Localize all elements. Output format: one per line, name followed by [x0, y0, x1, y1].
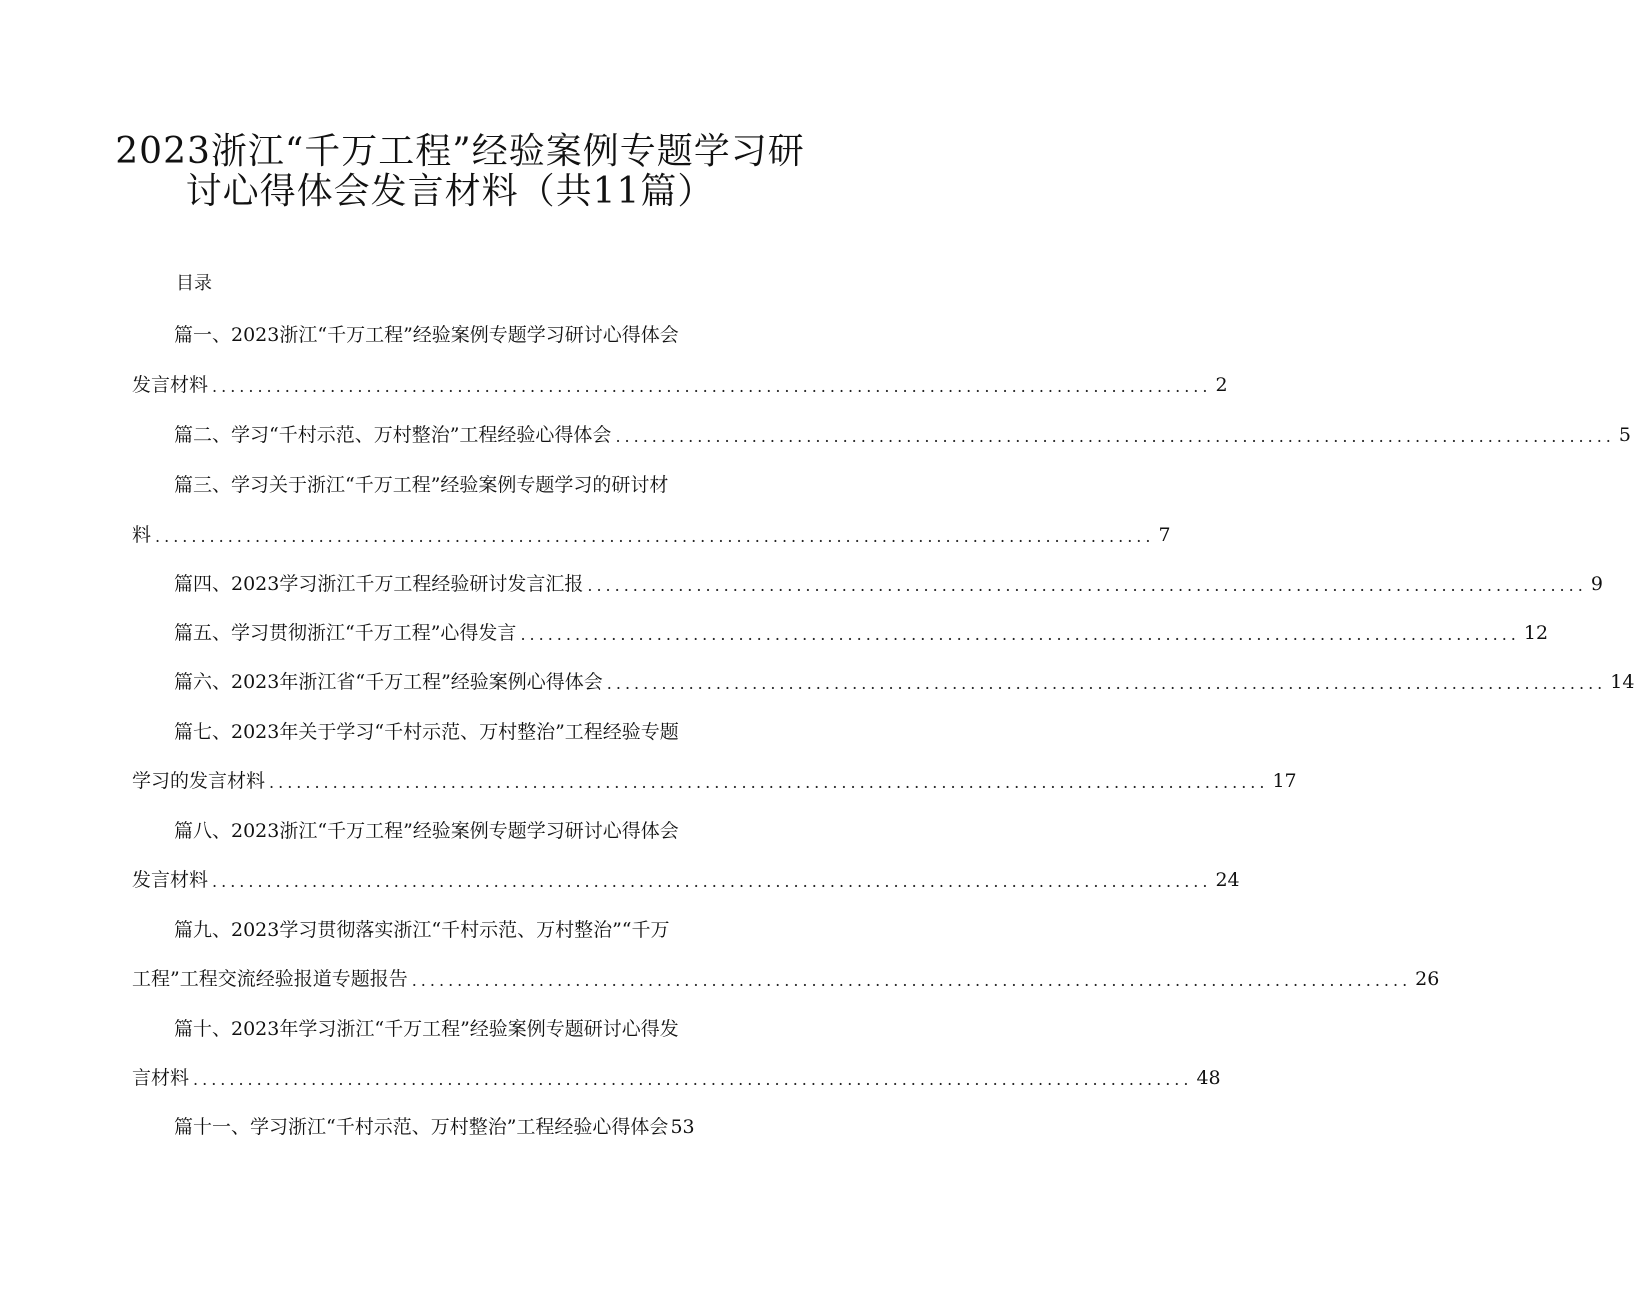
toc-entry-text: 篇三、学习关于浙江“千万工程”经验案例专题学习的研讨材 [174, 474, 669, 496]
toc-entry-text: 料 [132, 524, 152, 546]
toc-entry-7-line-1[interactable] [174, 711, 790, 747]
toc-entry-text: 篇六、2023年浙江省“千万工程”经验案例心得体会 [174, 671, 603, 693]
toc-heading: 目录 [176, 273, 212, 294]
toc-entry-text: 篇八、2023浙江“千万工程”经验案例专题学习研讨心得体会 [174, 820, 679, 842]
toc-page-number: 26 [1415, 968, 1440, 990]
toc-entry-text: 学习的发言材料 [132, 770, 266, 792]
toc-page-number: 5 [1618, 424, 1631, 446]
toc-page-number: 7 [1158, 524, 1171, 546]
toc-entry-6[interactable] [174, 661, 1634, 697]
toc-entry-text: 篇十一、学习浙江“千村示范、万村整治”工程经验心得体会 [174, 1116, 669, 1138]
toc-entry-text: 发言材料 [132, 374, 209, 396]
toc-entry-text: 言材料 [132, 1067, 190, 1089]
toc-page-number: 2 [1215, 374, 1228, 396]
document-title-line-1: 2023浙江“千万工程”经验案例专题学习研 [115, 131, 805, 172]
toc-leader-dots: .............................................................................................................. [615, 427, 1615, 446]
toc-leader-dots: .............................................................................................................. [520, 625, 1520, 644]
toc-entry-1-line-1[interactable] [174, 314, 790, 350]
toc-entry-1-line-2[interactable] [132, 364, 1228, 400]
toc-entry-7-line-2[interactable] [132, 760, 1297, 796]
toc-page-number: 14 [1610, 671, 1634, 693]
toc-leader-dots: .............................................................................................................. [411, 971, 1412, 990]
toc-entry-text: 篇十、2023年学习浙江“千万工程”经验案例专题研讨心得发 [174, 1018, 679, 1040]
toc-entry-9-line-1[interactable] [174, 909, 790, 945]
toc-entry-10-line-2[interactable] [132, 1057, 1221, 1093]
toc-entry-text: 篇五、学习贯彻浙江“千万工程”心得发言 [174, 622, 517, 644]
toc-leader-dots: .............................................................................................................. [606, 674, 1607, 693]
toc-leader-dots: .............................................................................................................. [193, 1070, 1193, 1089]
toc-entry-11[interactable] [174, 1106, 784, 1142]
toc-leader-dots: .............................................................................................................. [212, 377, 1212, 396]
toc-leader-dots: .............................................................................................................. [155, 527, 1155, 546]
toc-entry-4[interactable] [174, 563, 1603, 599]
toc-leader-dots: .............................................................................................................. [212, 872, 1212, 891]
toc-page-number: 12 [1523, 622, 1549, 644]
toc-leader-dots: .............................................................................................................. [587, 576, 1587, 595]
toc-page-number: 17 [1272, 770, 1297, 792]
toc-page-number: 24 [1215, 869, 1240, 891]
toc-entry-text: 篇七、2023年关于学习“千村示范、万村整治”工程经验专题 [174, 721, 679, 743]
toc-entry-5[interactable] [174, 612, 1549, 648]
toc-entry-8-line-1[interactable] [174, 810, 790, 846]
toc-entry-text: 发言材料 [132, 869, 209, 891]
toc-leader-dots: .............................................................................................................. [269, 773, 1269, 792]
document-title-line-2: 讨心得体会发言材料（共11篇） [185, 171, 715, 212]
toc-entry-text: 篇一、2023浙江“千万工程”经验案例专题学习研讨心得体会 [174, 324, 679, 346]
toc-entry-2[interactable] [174, 414, 1631, 450]
toc-page-number: 48 [1196, 1067, 1221, 1089]
toc-entry-8-line-2[interactable] [132, 859, 1240, 895]
toc-page-number: 53 [670, 1116, 695, 1138]
toc-entry-text: 篇二、学习“千村示范、万村整治”工程经验心得体会 [174, 424, 612, 446]
toc-entry-10-line-1[interactable] [174, 1008, 790, 1044]
toc-entry-text: 篇四、2023学习浙江千万工程经验研讨发言汇报 [174, 573, 584, 595]
toc-entry-9-line-2[interactable] [132, 958, 1440, 994]
toc-entry-3-line-1[interactable] [174, 464, 790, 500]
toc-page-number: 9 [1590, 573, 1603, 595]
toc-entry-text: 工程”工程交流经验报道专题报告 [132, 968, 408, 990]
toc-entry-text: 篇九、2023学习贯彻落实浙江“千村示范、万村整治”“千万 [174, 919, 670, 941]
toc-entry-3-line-2[interactable] [132, 514, 1171, 550]
